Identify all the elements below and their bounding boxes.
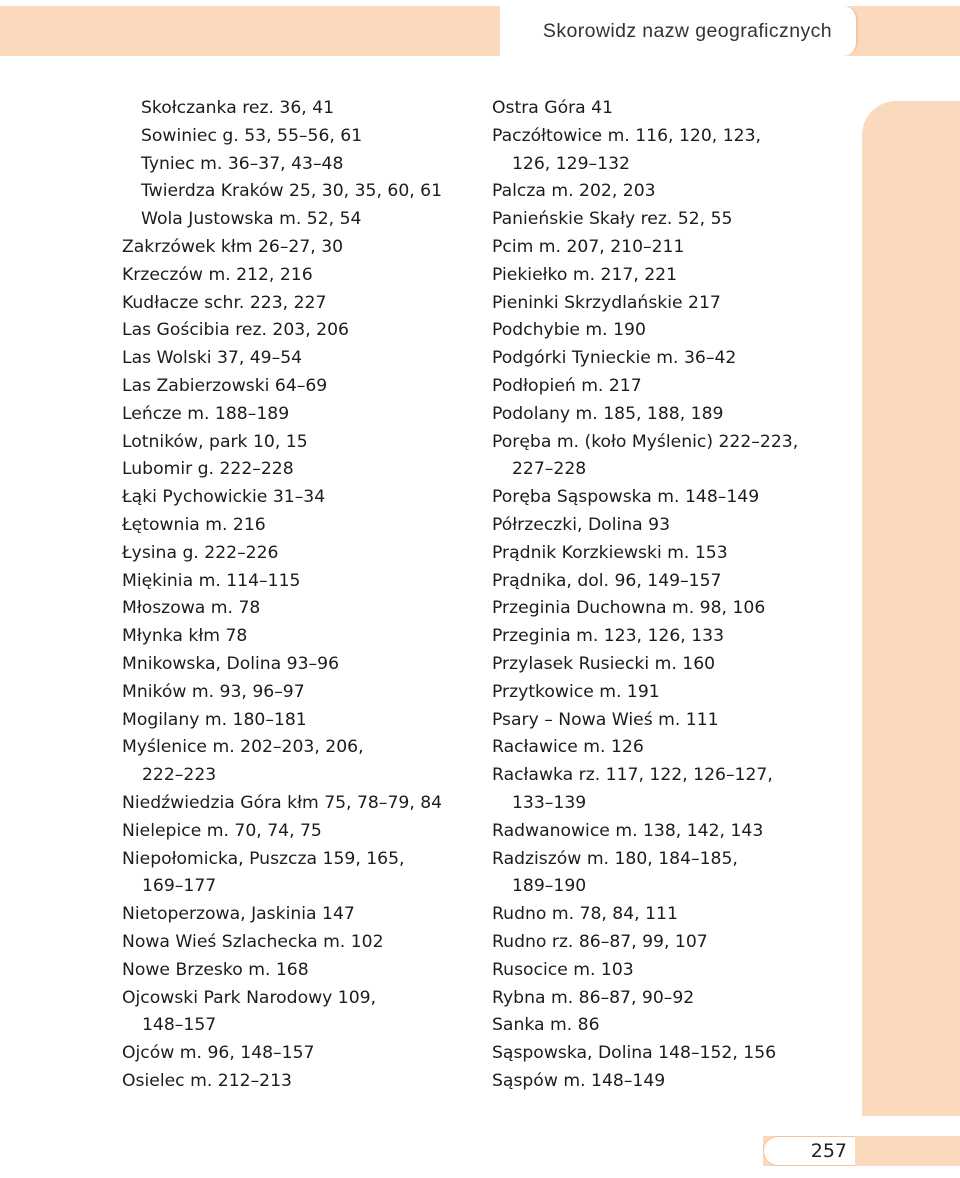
page-number-box	[763, 1136, 855, 1166]
index-entry-text: Poręba m. (koło Myślenic) 222–223,	[492, 431, 799, 452]
index-entry-text: Panieńskie Skały rez. 52, 55	[492, 209, 733, 230]
index-entry	[492, 401, 852, 429]
index-entry	[492, 595, 852, 623]
index-entry-text: Pieninki Skrzydlańskie 217	[492, 292, 721, 313]
index-entry-text: Nowa Wieś Szlachecka m. 102	[122, 931, 384, 952]
index-entry-text: Sanka m. 86	[492, 1015, 600, 1036]
index-entry-text: Mnikowska, Dolina 93–96	[122, 653, 339, 674]
index-entry-text: Nietoperzowa, Jaskinia 147	[122, 904, 355, 925]
index-entry-text: Niepołomicka, Puszcza 159, 165,	[122, 848, 405, 869]
index-entry	[492, 568, 852, 596]
index-entry-text: Las Zabierzowski 64–69	[122, 375, 328, 396]
index-entry-text: Młoszowa m. 78	[122, 598, 261, 619]
index-entry	[122, 456, 482, 484]
index-entry-text: Racławka rz. 117, 122, 126–127,	[492, 765, 773, 786]
index-entry-text: Podgórki Tynieckie m. 36–42	[492, 348, 737, 369]
index-entry	[122, 178, 482, 206]
index-entry-text: Leńcze m. 188–189	[122, 403, 290, 424]
index-entry	[492, 901, 852, 929]
index-entry	[492, 95, 852, 123]
index-entry-text: Psary – Nowa Wieś m. 111	[492, 709, 719, 730]
page-number: 257	[810, 1140, 847, 1162]
index-entry-text: Podchybie m. 190	[492, 320, 646, 341]
index-entry-text: Skołczanka rez. 36, 41	[141, 98, 335, 118]
index-entry	[492, 206, 852, 234]
index-entry-text: Sąspów m. 148–149	[492, 1070, 666, 1091]
index-entry-text: Nowe Brzesko m. 168	[122, 959, 309, 980]
index-entry	[122, 623, 482, 651]
index-entry-text: Mogilany m. 180–181	[122, 709, 307, 730]
index-entry-text: Ostra Góra 41	[492, 98, 614, 118]
index-entry	[122, 707, 482, 735]
index-entry	[122, 206, 482, 234]
index-entry	[122, 790, 482, 818]
index-entry-text: Prądnik Korzkiewski m. 153	[492, 542, 728, 563]
index-entry	[122, 401, 482, 429]
index-entry-continuation: 126, 129–132	[512, 153, 630, 174]
index-entry-text: Twierdza Kraków 25, 30, 35, 60, 61	[141, 181, 443, 202]
index-entry-text: Racławice m. 126	[492, 737, 644, 758]
index-entry-text: Łysina g. 222–226	[122, 542, 279, 563]
index-entry-text: Nielepice m. 70, 74, 75	[122, 820, 322, 841]
index-entry-text: Poręba Sąspowska m. 148–149	[492, 487, 760, 508]
index-entry	[492, 345, 852, 373]
index-column-left	[122, 95, 482, 1096]
index-entry	[122, 901, 482, 929]
index-entry	[492, 1040, 852, 1068]
index-entry	[492, 1012, 852, 1040]
index-entry-text: Rudno m. 78, 84, 111	[492, 904, 678, 925]
index-entry-text: Lotników, park 10, 15	[122, 431, 308, 452]
index-entry-text: Prądnika, dol. 96, 149–157	[492, 570, 722, 591]
index-entry	[122, 151, 482, 179]
index-entry	[122, 234, 482, 262]
index-entry-text: Miękinia m. 114–115	[122, 570, 301, 591]
index-entry-continuation: 148–157	[142, 1015, 217, 1036]
index-entry-text: Przytkowice m. 191	[492, 681, 660, 702]
index-entry-text: Podolany m. 185, 188, 189	[492, 403, 724, 424]
index-entry	[492, 234, 852, 262]
index-entry	[122, 929, 482, 957]
index-entry	[492, 985, 852, 1013]
index-entry	[122, 317, 482, 345]
index-entry	[122, 95, 482, 123]
index-entry-text: Osielec m. 212–213	[122, 1070, 292, 1091]
index-entry-text: Ojcowski Park Narodowy 109,	[122, 987, 377, 1008]
index-entry-text: Rudno rz. 86–87, 99, 107	[492, 931, 708, 952]
index-entry-text: Mników m. 93, 96–97	[122, 681, 305, 702]
index-entry	[122, 123, 482, 151]
index-entry	[122, 484, 482, 512]
index-entry-text: Sąspowska, Dolina 148–152, 156	[492, 1043, 777, 1064]
index-entry	[122, 818, 482, 846]
index-entry-text: Piekiełko m. 217, 221	[492, 264, 678, 285]
index-entry-text: Przeginia Duchowna m. 98, 106	[492, 598, 766, 619]
index-entry-text: Las Wolski 37, 49–54	[122, 348, 303, 369]
index-entry	[122, 651, 482, 679]
index-entry	[122, 290, 482, 318]
page-title: Skorowidz nazw geograficznych	[542, 20, 832, 42]
index-entry-text: Przylasek Rusiecki m. 160	[492, 653, 716, 674]
index-entry-text: Wola Justowska m. 52, 54	[141, 209, 362, 230]
index-entry	[492, 818, 852, 846]
index-entry	[122, 345, 482, 373]
index-entry-text: Lubomir g. 222–228	[122, 459, 294, 480]
index-entry-text: Sowiniec g. 53, 55–56, 61	[141, 125, 363, 146]
index-entry	[492, 846, 852, 902]
index-entry-continuation: 189–190	[512, 876, 587, 897]
index-entry-continuation: 227–228	[512, 459, 587, 480]
index-entry-text: Rybna m. 86–87, 90–92	[492, 987, 695, 1008]
index-entry-text: Tyniec m. 36–37, 43–48	[141, 153, 344, 174]
index-entry	[492, 512, 852, 540]
index-entry-text: Zakrzówek kłm 26–27, 30	[122, 236, 344, 257]
index-entry-text: Radziszów m. 180, 184–185,	[492, 848, 738, 869]
index-entry-text: Myślenice m. 202–203, 206,	[122, 737, 364, 758]
index-entry-text: Krzeczów m. 212, 216	[122, 264, 313, 285]
header-box	[500, 6, 858, 56]
index-entry	[122, 1068, 482, 1096]
index-entry	[492, 1068, 852, 1096]
index-entry	[492, 623, 852, 651]
index-entry-continuation: 169–177	[142, 876, 217, 897]
index-entry	[122, 846, 482, 902]
index-entry	[122, 540, 482, 568]
index-entry-continuation: 222–223	[142, 765, 217, 786]
index-entry	[492, 484, 852, 512]
index-entry	[492, 290, 852, 318]
index-entry	[122, 512, 482, 540]
index-entry	[122, 1040, 482, 1068]
index-entry	[492, 707, 852, 735]
index-entry-text: Niedźwiedzia Góra kłm 75, 78–79, 84	[122, 792, 443, 813]
index-entry-text: Przeginia m. 123, 126, 133	[492, 626, 725, 647]
index-entry	[492, 373, 852, 401]
index-entry	[122, 429, 482, 457]
index-entry	[122, 734, 482, 790]
index-entry	[122, 595, 482, 623]
index-entry	[122, 985, 482, 1041]
index-entry-text: Radwanowice m. 138, 142, 143	[492, 820, 764, 841]
index-entry-text: Ojców m. 96, 148–157	[122, 1043, 315, 1064]
index-entry	[492, 929, 852, 957]
index-entry	[122, 373, 482, 401]
index-entry	[122, 679, 482, 707]
side-tab	[862, 101, 960, 1116]
index-entry-text: Łąki Pychowickie 31–34	[122, 487, 326, 508]
index-entry-continuation: 133–139	[512, 792, 587, 813]
index-entry-text: Podłopień m. 217	[492, 375, 642, 396]
index-entry	[492, 957, 852, 985]
index-entry	[122, 957, 482, 985]
index-entry-text: Paczółtowice m. 116, 120, 123,	[492, 125, 761, 146]
index-entry	[492, 651, 852, 679]
index-entry-text: Rusocice m. 103	[492, 959, 634, 980]
index-entry-text: Las Gościbia rez. 203, 206	[122, 320, 349, 341]
index-entry	[492, 429, 852, 485]
index-entry-text: Kudłacze schr. 223, 227	[122, 292, 327, 313]
index-entry	[492, 734, 852, 762]
index-entry-text: Pcim m. 207, 210–211	[492, 236, 685, 257]
index-entry	[492, 762, 852, 818]
index-entry	[492, 262, 852, 290]
index-entry	[492, 540, 852, 568]
index-entry-text: Młynka kłm 78	[122, 626, 248, 647]
index-entry	[492, 178, 852, 206]
index-entry	[492, 317, 852, 345]
index-entry	[492, 123, 852, 179]
index-entry-text: Półrzeczki, Dolina 93	[492, 514, 671, 535]
index-entry	[492, 679, 852, 707]
index-entry	[122, 262, 482, 290]
index-entry	[122, 568, 482, 596]
index-column-right	[492, 95, 852, 1096]
index-entry-text: Palcza m. 202, 203	[492, 181, 656, 202]
index-entry-text: Łętownia m. 216	[122, 514, 266, 535]
